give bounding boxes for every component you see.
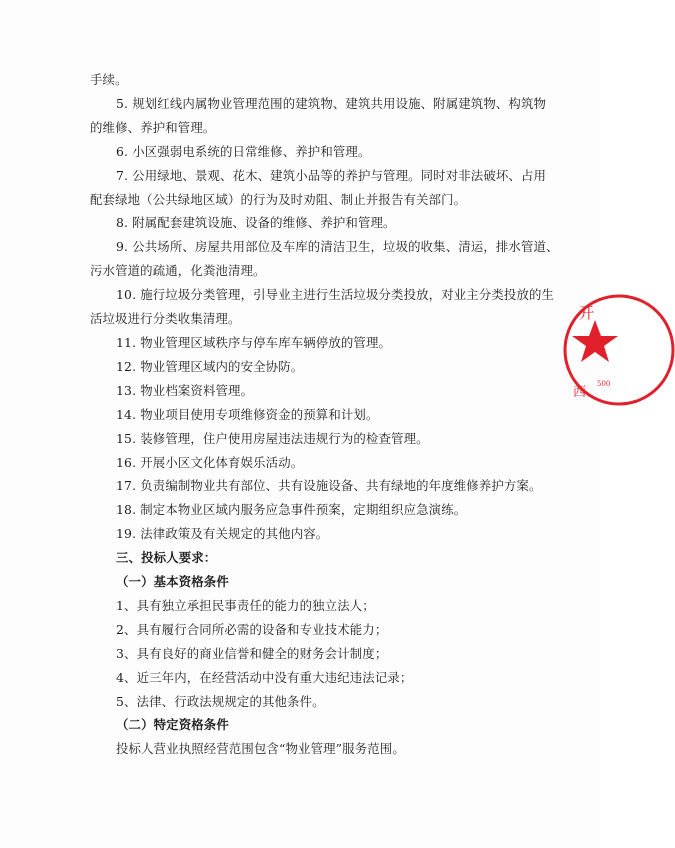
text-line: 8. 附属配套建筑设施、设备的维修、养护和管理。 (116, 215, 396, 231)
text-line: 11. 物业管理区域秩序与停车库车辆停放的管理。 (116, 334, 392, 350)
text-line: 7. 公用绿地、景观、花木、建筑小品等的养护与管理。同时对非法破坏、占用 (116, 167, 547, 183)
text-line: 12. 物业管理区域内的安全协防。 (116, 358, 304, 374)
text-line: 14. 物业项目使用专项维修资金的预算和计划。 (116, 406, 379, 422)
text-line: （二）特定资格条件 (116, 717, 229, 733)
text-line: 配套绿地（公共绿地区域）的行为及时劝阻、制止并报告有关部门。 (90, 191, 467, 207)
text-line: 的维修、养护和管理。 (90, 119, 216, 135)
text-line: 污水管道的疏通，化粪池清理。 (90, 263, 266, 279)
text-line: 10. 施行垃圾分类管理，引导业主进行生活垃圾分类投放，对业主分类投放的生 (116, 287, 555, 303)
text-line: 1、具有独立承担民事责任的能力的独立法人； (116, 597, 375, 613)
text-line: 5. 规划红线内属物业管理范围的建筑物、建筑共用设施、附属建筑物、构筑物 (116, 95, 547, 111)
text-line: 5、法律、行政法规规定的其他条件。 (116, 693, 325, 709)
text-line: 18. 制定本物业区域内服务应急事件预案，定期组织应急演练。 (116, 502, 467, 518)
text-line: 16. 开展小区文化体育娱乐活动。 (116, 454, 304, 470)
official-seal (555, 290, 675, 410)
seal-star-icon (572, 320, 618, 362)
text-line: 投标人营业执照经营范围包含“物业管理”服务范围。 (116, 741, 405, 757)
text-line: 19. 法律政策及有关规定的其他内容。 (116, 526, 329, 542)
seal-char-bottom: 西 (573, 385, 587, 400)
text-line: 4、近三年内，在经营活动中没有重大违纪违法记录； (116, 669, 413, 685)
text-line: 三、投标人要求： (116, 550, 217, 566)
text-line: 17. 负责编制物业共有部位、共有设施设备、共有绿地的年度维修养护方案。 (116, 478, 542, 494)
text-line: 2、具有履行合同所必需的设备和专业技术能力； (116, 621, 388, 637)
text-line: 6. 小区强弱电系统的日常维修、养护和管理。 (116, 143, 371, 159)
text-line: 手续。 (90, 72, 128, 87)
seal-number: 500 (597, 380, 611, 388)
text-line: 13. 物业档案资料管理。 (116, 382, 254, 398)
text-line: 活垃圾进行分类收集清理。 (90, 311, 241, 327)
seal-char-top: 开 (579, 304, 595, 322)
text-line: （一）基本资格条件 (116, 574, 229, 590)
text-line: 9. 公共场所、房屋共用部位及车库的清洁卫生，垃圾的收集、清运，排水管道、 (116, 239, 559, 255)
text-line: 3、具有良好的商业信誉和健全的财务会计制度； (116, 645, 388, 661)
text-line: 15. 装修管理，住户使用房屋违法违规行为的检查管理。 (116, 430, 429, 446)
document-body (90, 68, 559, 761)
